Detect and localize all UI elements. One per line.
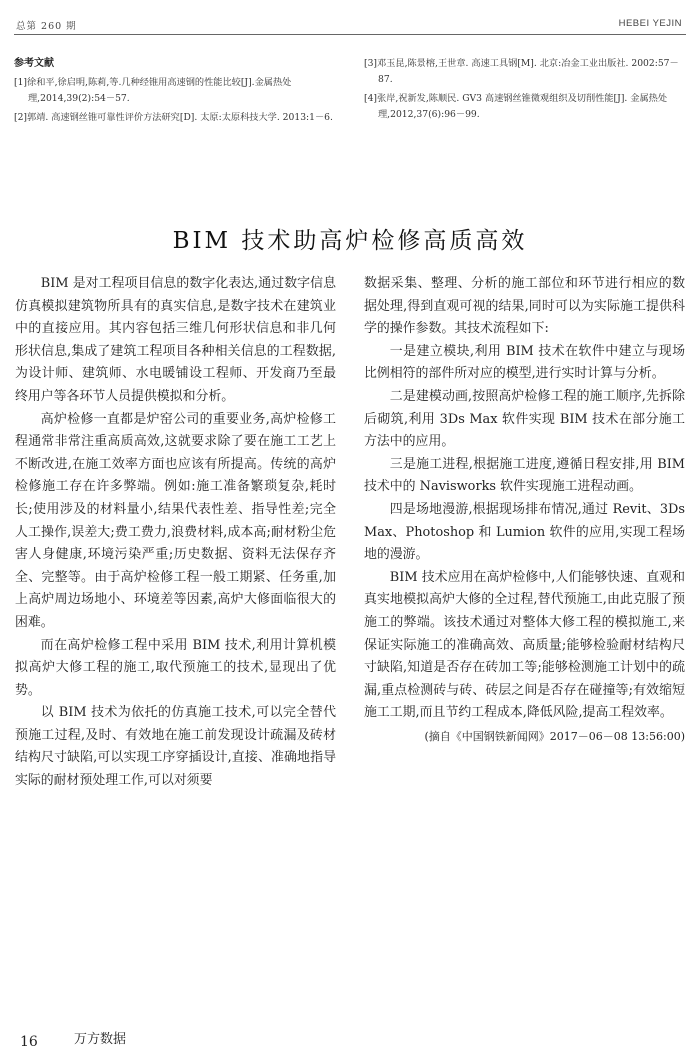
article-right-column xyxy=(364,273,685,748)
body-paragraph: 一是建立模块,利用 BIM 技术在软件中建立与现场比例相符的部件所对应的模型,进行实时计算与分析。 xyxy=(364,343,685,382)
body-paragraph: 三是施工进程,根据施工进度,遵循日程安排,用 BIM 技术中的 Navisworks 软件实现施工进程动画。 xyxy=(364,456,685,495)
body-paragraph: 以 BIM 技术为依托的仿真施工技术,可以完全替代预施工过程,及时、有效地在施工前发现设计疏漏及砖材结构尺寸缺陷,可以实现工序穿插设计,直接、准确地指导实际的耐材预处理工作,可以对须要 xyxy=(15,705,336,789)
article-left-column xyxy=(15,273,336,793)
issue-number: 总第 260 期 xyxy=(16,21,77,32)
body-paragraph-continuation: 数据采集、整理、分析的施工部位和环节进行相应的数据处理,得到直观可视的结果,同时可以为实际施工提供科学的操作参数。其技术流程如下: xyxy=(364,276,685,337)
body-paragraph: 而在高炉检修工程中采用 BIM 技术,利用计算机模拟高炉大修工程的施工,取代预施工的技术,显现出了优势。 xyxy=(15,637,336,698)
references-title: 参考文献 xyxy=(14,58,54,69)
body-paragraph: BIM 技术应用在高炉检修中,人们能够快速、直观和真实地模拟高炉大修的全过程,替代预施工,由此克服了预施工的弊端。该技术通过对整体大修工程的模拟施工,来保证实际施工的准确高效、高质量;能够检验耐材结构尺寸缺陷,知道是否存在砖加工等;能够检测施工计划中的疏漏,重点检测砖与砖、砖层之间是否存在碰撞等;有效缩短施工工期,而且节约工程成本,降低风险,提高工程效率。 xyxy=(364,569,685,721)
running-header xyxy=(14,16,686,35)
watermark-brand: 万方数据 xyxy=(74,1032,127,1047)
reference-item: [1]徐和平,徐启明,陈莉,等.几种经锥用高速钢的性能比较[J].金属热处理,2014,39(2):54－57. xyxy=(14,77,292,104)
reference-item: [3]邓玉昆,陈景榕,王世章. 高速工具钢[M]. 北京:冶金工业出版社. 2002:57－87. xyxy=(364,58,679,85)
source-note: (摘自《中国钢铁新闻网》2017－06－08 13:56:00) xyxy=(424,729,685,743)
body-paragraph: 四是场地漫游,根据现场排布情况,通过 Revit、3Ds Max、Photoshop 和 Lumion 软件的应用,实现工程场地的漫游。 xyxy=(364,501,685,563)
body-paragraph: 高炉检修一直都是炉窑公司的重要业务,高炉检修工程通常非常注重高质高效,这就要求除了要在施工工艺上不断改进,在施工效率方面也应该有所提高。传统的高炉检修施工存在许多弊端。例如:施工准备繁琐复杂,耗时长;使用涉及的材料量小,结果代表性差、指导性差;完全人工操作,误差大;费工费力,浪费材料,成本高;耐材粉尘危害人身健康,环境污染严重;历史数据、资料无法保存齐全、完整等。由于高炉检修工程一般工期紧、任务重,加上高炉周边场地小、环境差等因素,高炉大修面临很大的困难。 xyxy=(15,411,336,630)
reference-item: [4]张岸,祝新发,陈顺民. GV3 高速钢丝锥微观组织及切削性能[J]. 金属热处理,2012,37(6):96－99. xyxy=(364,93,668,120)
journal-name: HEBEI YEJIN xyxy=(618,18,682,29)
references-right-column xyxy=(364,56,690,126)
body-paragraph: 二是建模动画,按照高炉检修工程的施工顺序,先拆除后砌筑,利用 3Ds Max 软件实现 BIM 技术在部分施工方法中的应用。 xyxy=(364,388,685,450)
page-number: 16 xyxy=(20,1034,38,1050)
article-title: BIM 技术助高炉检修高质高效 xyxy=(172,228,528,254)
references-left-column xyxy=(14,56,340,129)
reference-item: [2]郭靖. 高速钢丝锥可靠性评价方法研究[D]. 太原:太原科技大学. 2013:1－6. xyxy=(14,112,333,123)
body-paragraph: BIM 是对工程项目信息的数字化表达,通过数字信息仿真模拟建筑物所具有的真实信息,是数字技术在建筑业中的直接应用。其内容包括三维几何形状信息和非几何形状信息,集成了建筑工程项目各种相关信息的工程数据,为设计师、建筑师、水电暖铺设工程师、开发商乃至最终用户等各环节人员提供模拟和分析。 xyxy=(15,276,336,404)
